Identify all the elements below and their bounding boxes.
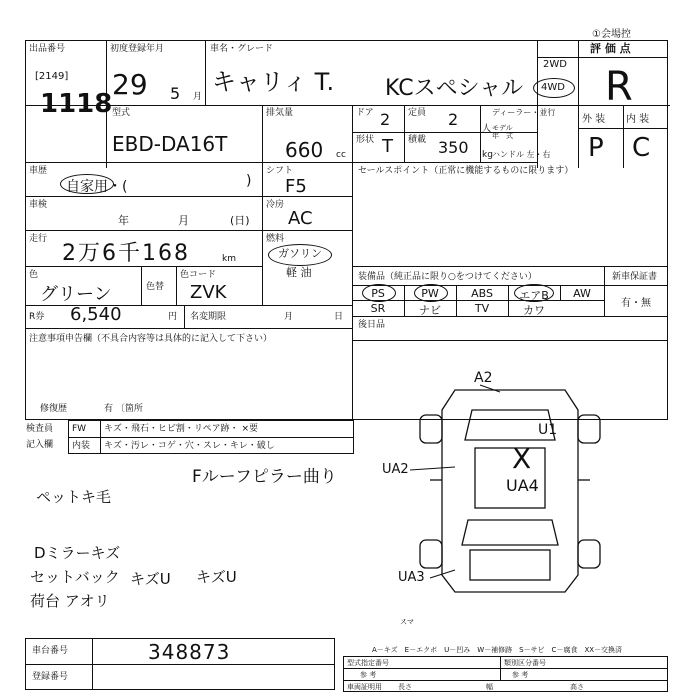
inspector-interior: 内装 bbox=[72, 441, 91, 451]
cargo-bed bbox=[470, 550, 550, 580]
car-history-label: 車歴 bbox=[29, 166, 48, 176]
name-change-day: 日 bbox=[334, 312, 344, 322]
eval-value: R bbox=[605, 64, 633, 110]
diagram-ua4: UA4 bbox=[506, 476, 539, 495]
rear-left-wheel bbox=[420, 540, 442, 568]
inspection-day: (日) bbox=[230, 214, 250, 227]
hw-note-roof-pillar: Fルーフピラー曲り bbox=[192, 467, 337, 487]
lot-number: 1118 bbox=[40, 89, 113, 119]
notes-label: 注意事項申告欄（不具合内容等は具体的に記入して下さい） bbox=[29, 334, 273, 344]
inspector-row2: キズ・汚レ・コゲ・穴・スレ・キレ・破し bbox=[104, 441, 275, 451]
displacement-label: 排気量 bbox=[266, 108, 294, 118]
equip-ps: PS bbox=[371, 287, 385, 300]
diagram-u1: U1 bbox=[538, 422, 558, 438]
shape-label: 形状 bbox=[356, 135, 375, 145]
inspection-label: 車検 bbox=[29, 200, 48, 210]
notes-ref-label-2: 参 考 bbox=[512, 671, 529, 679]
registration-label: 登録番号 bbox=[32, 672, 69, 682]
car-name-value: キャリィ T. bbox=[212, 68, 335, 96]
shift-value: F5 bbox=[285, 176, 307, 197]
fuel-label: 燃料 bbox=[266, 234, 285, 244]
hw-note-setback: セットバック bbox=[30, 568, 120, 586]
equip-leather: カワ bbox=[523, 304, 545, 317]
color-code-label: 色コード bbox=[180, 270, 217, 280]
damage-legend: A－キズ E－エクボ U－凹み W－補修跡 S－サビ C－腐食 XX－交換済 bbox=[372, 646, 623, 654]
front-right-wheel bbox=[578, 415, 600, 443]
fuel-diesel: 軽 油 bbox=[286, 266, 312, 279]
color-change-label: 色替 bbox=[146, 282, 165, 292]
equip-airbag: エアB bbox=[519, 289, 549, 302]
sales-point-label: セールスポイント（正常に機能するものに限ります） bbox=[358, 166, 574, 176]
equip-tv: TV bbox=[474, 302, 490, 315]
inspection-year: 年 bbox=[118, 214, 129, 227]
equip-pw: PW bbox=[421, 287, 439, 300]
sheet-copy-note: ①会場控 bbox=[592, 29, 631, 40]
capacity-label: 定員 bbox=[408, 108, 427, 118]
recycle-unit: 円 bbox=[168, 312, 178, 322]
type-label: 型式 bbox=[112, 108, 131, 118]
hw-note-scratch-1: キズU bbox=[130, 570, 171, 588]
warranty-label: 新車保証書 bbox=[612, 272, 658, 282]
ac-label: 冷房 bbox=[266, 200, 285, 210]
fuel-gas: ガソリン bbox=[278, 247, 322, 260]
displacement-value: 660 bbox=[285, 138, 324, 162]
repair-history-value: 有 〔箇所 bbox=[104, 404, 143, 414]
repair-history-label: 修復歴 bbox=[40, 404, 68, 414]
first-reg-month: 5 bbox=[170, 84, 181, 103]
width-label: 幅 bbox=[486, 683, 493, 691]
interior-value: C bbox=[632, 133, 651, 163]
chassis-value: 348873 bbox=[148, 640, 231, 664]
eval-label: 評 価 点 bbox=[590, 42, 631, 55]
cargo-front bbox=[462, 520, 558, 545]
load-label: 積載 bbox=[408, 135, 427, 145]
reg-cert-label: 車両証明用 bbox=[347, 683, 382, 691]
notes-ref-label: 参 考 bbox=[360, 671, 377, 679]
drive-2wd: 2WD bbox=[543, 59, 567, 70]
equip-sr: SR bbox=[370, 302, 386, 315]
chassis-label: 車台番号 bbox=[32, 646, 69, 656]
model-year-label: モデル 年 式 bbox=[492, 124, 513, 140]
rear-right-wheel bbox=[578, 540, 600, 568]
diagram-ua2: UA2 bbox=[382, 462, 409, 477]
capacity-unit: 人 bbox=[482, 124, 492, 134]
grade-value: KCスペシャル bbox=[385, 76, 524, 101]
doors-value: 2 bbox=[380, 110, 391, 129]
color-label: 色 bbox=[29, 270, 39, 280]
hw-note-cargo: 荷台 アオリ bbox=[30, 592, 110, 610]
equip-aw: AW bbox=[573, 287, 591, 300]
car-damage-diagram bbox=[400, 370, 630, 620]
drive-4wd: 4WD bbox=[541, 82, 565, 93]
month-unit: 月 bbox=[193, 92, 203, 102]
shape-value: T bbox=[382, 136, 393, 157]
category-label: 類別区分番号 bbox=[504, 659, 546, 667]
dealer-label: ディーラー・並行 bbox=[492, 108, 556, 117]
model-designation-label: 型式指定番号 bbox=[347, 659, 389, 667]
hw-note-pet-hair: ペットキ毛 bbox=[36, 488, 112, 506]
equip-abs: ABS bbox=[471, 287, 493, 300]
name-change-month: 月 bbox=[284, 312, 294, 322]
shift-label: シフト bbox=[266, 166, 294, 176]
front-left-wheel bbox=[420, 415, 442, 443]
exterior-label: 外 装 bbox=[582, 114, 606, 125]
load-unit: kg bbox=[482, 150, 493, 160]
car-history-value: 自家用・( bbox=[66, 179, 128, 195]
diagram-a2: A2 bbox=[474, 370, 493, 386]
warranty-value: 有・無 bbox=[621, 298, 651, 309]
load-value: 350 bbox=[438, 138, 469, 157]
capacity-value: 2 bbox=[448, 110, 459, 129]
mileage-label: 走行 bbox=[29, 234, 48, 244]
type-value: EBD-DA16T bbox=[112, 132, 228, 156]
recycle-label: R券 bbox=[29, 312, 45, 322]
color-value: グリーン bbox=[40, 284, 112, 305]
inspection-month: 月 bbox=[178, 214, 189, 227]
inspector-row1: キズ・飛石・ヒビ割・リペア跡・ ×要 bbox=[104, 424, 259, 434]
color-code-value: ZVK bbox=[190, 282, 227, 303]
a2-arrow bbox=[480, 385, 500, 392]
auction-number-label: 出品番号 bbox=[29, 44, 66, 54]
car-name-label: 車名・グレード bbox=[210, 44, 274, 54]
exterior-value: P bbox=[588, 133, 604, 163]
km-unit: km bbox=[222, 254, 236, 264]
hw-note-scratch-2: キズU bbox=[196, 568, 237, 586]
diagram-x: X bbox=[512, 442, 532, 475]
diagram-small-label: スマ bbox=[400, 618, 414, 626]
diagram-ua3: UA3 bbox=[398, 570, 425, 585]
first-reg-year: 29 bbox=[112, 68, 148, 101]
equipment-label: 装備品（純正品に限り○をつけてください） bbox=[358, 272, 537, 282]
equip-navi: ナビ bbox=[419, 304, 441, 317]
height-label: 高さ bbox=[570, 683, 584, 691]
doors-label: ドア bbox=[356, 108, 374, 118]
after-items-label: 後日品 bbox=[358, 320, 386, 330]
inspector-label: 検査員 bbox=[26, 424, 54, 434]
interior-label: 内 装 bbox=[626, 114, 650, 125]
mileage-value: 2万6千168 bbox=[62, 241, 190, 266]
ua2-arrow bbox=[410, 467, 455, 470]
hw-note-mirror: Dミラーキズ bbox=[34, 544, 121, 562]
ac-value: AC bbox=[288, 208, 313, 229]
auction-sheet: ①会場控 出品番号 [2149] 1118 初度登録年月 29 5 月 車名・グレード キャリィ T. KCスペシャル 2WD 4WD 評 価 点 R 外 装 内 装 P C 型式 EBD-DA16T 排気量 660 cc ドア 2 定員 2 人 ディーラー・並行 モデル 年 式 形状 T 積載 350 kg ハンドル 左・右 車歴 自家用・( ) 車検 年 月 (日) 走行 2万6千168 km 色 グリーン 色替 色コード ZVK R券 6,540 円 名変期限 月 日 シフト F5 冷房 AC 燃料 ガソリン 軽 油 セールスポイント（正常に機能するものに限ります） 装備品（純正品に限り○をつけてください） 新車保証書 PS PW ABS エアB AW SR ナビ TV カワ 有・無 後日品 注意事項申告欄（不具合内容等は具体的に記入して下さい） 修復歴 有 〔箇所 検査員 記入欄 FW 内装 キズ・飛石・ヒビ割・リペア跡・ ×要 キズ・汚レ・コゲ・穴・スレ・キレ・破し Fルーフピラー曲り ペットキ毛 Dミラーキズ セットバック 荷台 アオリ キズU キズU A2 U1 X UA4 UA2 UA3 スマ 車台番号 348873 登録番号 A－キズ E－エクボ U－凹み W－補修跡 S－サビ C－腐食 XX－交換済 型式指定番号 類別区分番号 参 考 参 考 車両証明用 長さ 幅 高さ bbox=[0, 0, 700, 700]
inspector-fw: FW bbox=[72, 424, 87, 434]
first-reg-label: 初度登録年月 bbox=[110, 44, 165, 54]
handle-label: ハンドル 左・右 bbox=[492, 150, 551, 159]
entry-label: 記入欄 bbox=[26, 440, 54, 450]
lot-bracket: [2149] bbox=[35, 71, 69, 82]
length-label: 長さ bbox=[398, 683, 412, 691]
recycle-value: 6,540 bbox=[70, 304, 122, 325]
name-change-label: 名変期限 bbox=[190, 312, 227, 322]
cc-unit: cc bbox=[336, 150, 346, 160]
